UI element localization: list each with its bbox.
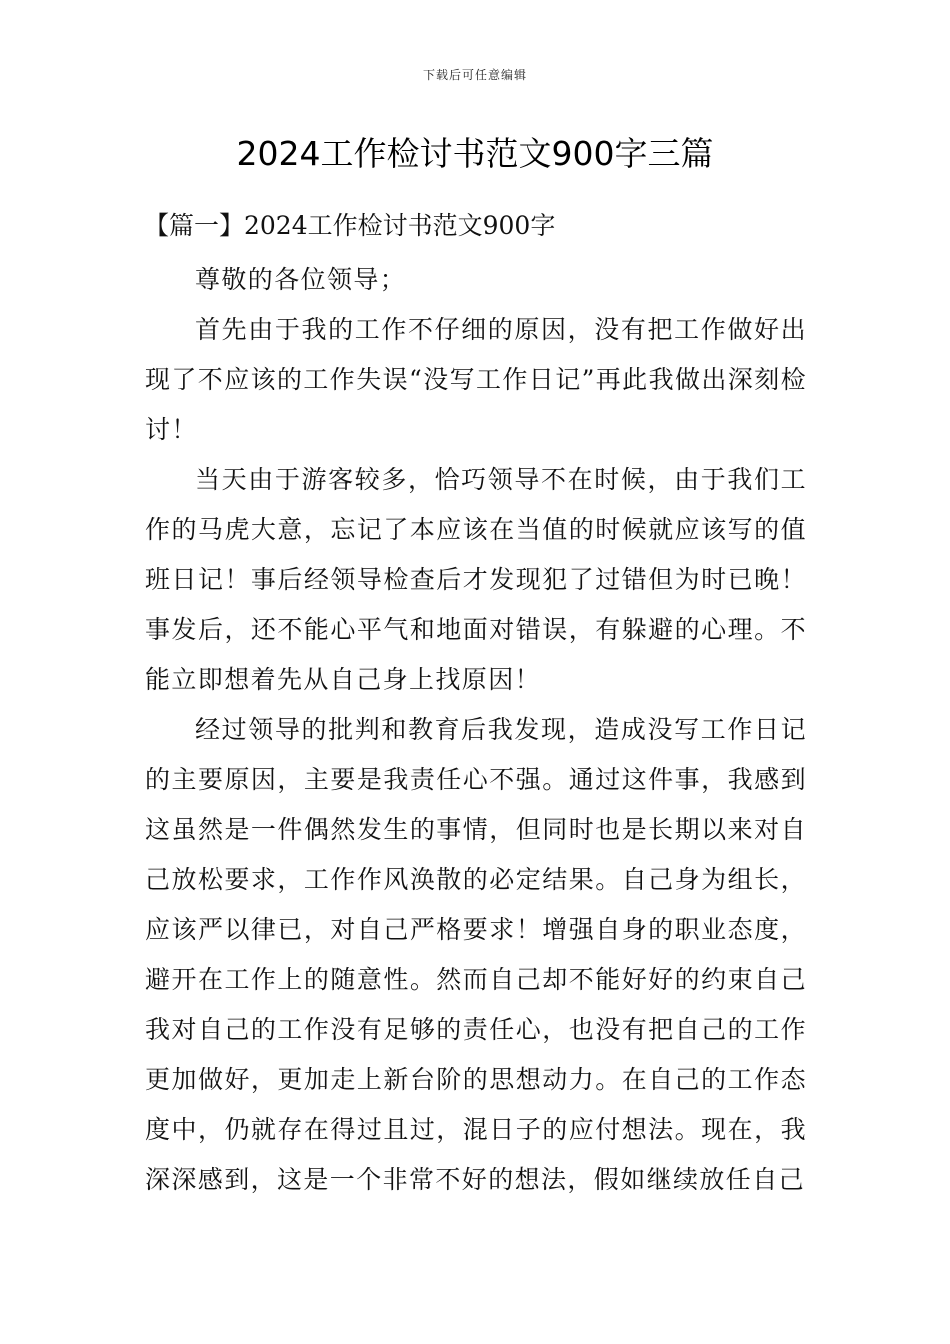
paragraph-2: 当天由于游客较多，恰巧领导不在时候，由于我们工作的马虎大意，忘记了本应该在当值的时候就应该写的值班日记！事后经领导检查后才发现犯了过错但为时已晚！事发后，还不能心平气和地面对错误，有躲避的心理。不能立即想着先从自己身上找原因！ bbox=[145, 465, 807, 694]
header-note: 下载后可任意编辑 bbox=[422, 68, 527, 82]
section-heading: 【篇一】2024工作检讨书范文900字 bbox=[144, 211, 556, 240]
document-title: 2024工作检讨书范文900字三篇 bbox=[236, 134, 714, 173]
paragraph-1: 首先由于我的工作不仔细的原因，没有把工作做好出现了不应该的工作失误“没写工作日记”再此我做出深刻检讨！ bbox=[145, 315, 807, 444]
paragraph-3: 经过领导的批判和教育后我发现，造成没写工作日记的主要原因，主要是我责任心不强。通过这件事，我感到这虽然是一件偶然发生的事情，但同时也是长期以来对自己放松要求，工作作风涣散的必定结果。自己身为组长，应该严以律已，对自己严格要求！增强自身的职业态度，避开在工作上的随意性。然而自己却不能好好的约束自己我对自己的工作没有足够的责任心，也没有把自己的工作更加做好，更加走上新台阶的思想动力。在自己的工作态度中，仍就存在得过且过，混日子的应付想法。现在，我深深感到，这是一个非常不好的想法，假如继续放任自己 bbox=[145, 715, 807, 1194]
paragraph-salutation: 尊敬的各位领导； bbox=[195, 265, 407, 294]
document-body bbox=[145, 255, 807, 1205]
